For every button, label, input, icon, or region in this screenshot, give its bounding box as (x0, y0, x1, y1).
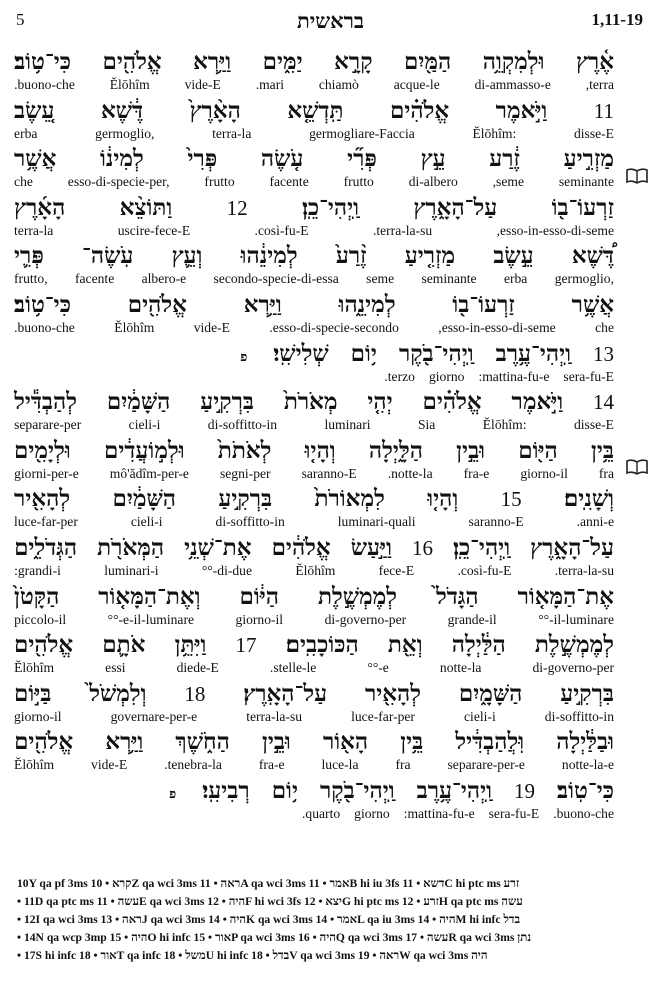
hebrew-word: וְהָי֤וּ (304, 436, 336, 464)
italian-gloss: luce-far-per (351, 708, 415, 724)
hebrew-word: לְהָאִ֖יר (14, 485, 71, 513)
hebrew-word: וַתּוֹצֵ֨א (119, 193, 173, 221)
hebrew-word: וַֽיְהִי־עֶ֥רֶב (416, 776, 493, 804)
italian-gloss: chiamò (318, 77, 359, 92)
open-book-icon[interactable] (625, 168, 649, 184)
hebrew-word: וְשָׁנִֽים׃ (563, 485, 614, 513)
italian-gloss: .quarto (302, 805, 341, 821)
italian-gloss: secondo-specie-di-essa (213, 271, 339, 287)
hebrew-word: הָאָ֜רֶץ (14, 193, 66, 221)
italian-gloss: .esso-di-specie-secondo (269, 319, 399, 335)
hebrew-word: וּבֵ֣ין (261, 728, 291, 756)
footnote-line: • 14N qa wcp 3mp היה • 15O hi infc אור • 15P qa wci 3ms היה • 16Q qa wci 3ms עשה • 17R qa wci 3ms נתן (17, 931, 532, 944)
page-header (0, 6, 661, 34)
italian-gloss-line (14, 709, 614, 727)
italian-gloss: Ělōhîm (109, 77, 150, 92)
hebrew-word: זַרְעוֹ־ב֖וֹ (551, 193, 614, 221)
italian-gloss: luminari-i (104, 562, 159, 578)
footnote-line: 10Y qa pf 3ms קרא • 10Z qa wci 3ms ראה • 11A qa wci 3ms אמר • 11B hi iu 3fs דשא • 11C hi ptc ms זרע (17, 877, 520, 890)
italian-gloss: Ělōhîm (114, 319, 155, 335)
hebrew-word: פְּרִ֞י (347, 145, 377, 173)
hebrew-word: אֱלֹהִ֗ים (390, 96, 450, 124)
italian-gloss-line (14, 466, 614, 484)
hebrew-line (14, 728, 614, 758)
text-line (14, 145, 614, 194)
hebrew-line (14, 388, 614, 418)
hebrew-word: עֹ֤שֶׂה (260, 145, 304, 173)
italian-gloss: notte-la-e (561, 757, 614, 773)
italian-gloss: separare-per-e (447, 757, 525, 773)
italian-gloss: Ělōhîm: (472, 125, 517, 141)
italian-gloss: ,terra (585, 77, 614, 92)
italian-gloss: diede-E (176, 660, 219, 676)
italian-gloss: essi (105, 660, 126, 676)
italian-gloss: disse-E (573, 417, 614, 433)
italian-gloss: frutto (343, 174, 374, 190)
italian-gloss: esso-di-specie-per, (67, 174, 170, 190)
hebrew-word: דֶּ֔שֶׁא (100, 96, 144, 124)
hebrew-word: י֥וֹם (271, 776, 298, 804)
text-line (14, 437, 614, 486)
italian-gloss: .terzo (384, 368, 415, 384)
italian-gloss: erba (14, 125, 38, 141)
hebrew-word: לְהָאִ֖יר (364, 679, 422, 707)
hebrew-word: הַחֹ֑שֶׁךְ (175, 728, 230, 756)
hebrew-word: רְבִיעִֽי׃ (202, 776, 250, 804)
italian-gloss: ,esso-in-esso-di-seme (496, 222, 614, 238)
italian-gloss: di-ammasso-e (474, 77, 551, 92)
verse-number: 11 (593, 98, 614, 123)
italian-gloss: saranno-E (301, 465, 357, 481)
hebrew-word: מַזְרִ֣יעַ (563, 145, 614, 173)
hebrew-word: וּֽלֲהַבְדִּ֔יל (455, 728, 525, 756)
hebrew-word: כִּי־טֽוֹב׃ (557, 776, 614, 804)
hebrew-word: בֵּ֥ין (400, 728, 424, 756)
hebrew-word: בֵּ֥ין (591, 436, 614, 464)
hebrew-word: הַכּוֹכָבִֽים׃ (285, 631, 359, 659)
italian-gloss: .così-fu-E (457, 562, 512, 578)
hebrew-word: וְאֵ֖ת (387, 631, 423, 659)
hebrew-word: זֶ֔רַע (489, 145, 520, 173)
italian-gloss: fece-E (378, 562, 415, 578)
hebrew-word: עֵ֣ץ (420, 145, 446, 173)
hebrew-line (14, 437, 614, 467)
hebrew-word: מַזְרִ֤יעַ (404, 242, 456, 270)
italian-gloss: .buono-che (14, 319, 75, 335)
italian-gloss: fra-e (258, 757, 285, 773)
italian-gloss-line (14, 806, 614, 824)
hebrew-word: בַּיּ֣וֹם (14, 679, 52, 707)
hebrew-word: לְמִינֵ֑הוּ (338, 290, 396, 318)
hebrew-word: וַֽיְהִי־כֵֽן׃ (301, 193, 360, 221)
italian-gloss: che (595, 319, 614, 335)
italian-gloss: vide-E (193, 319, 230, 335)
hebrew-word: וַיֹּ֣אמֶר (495, 96, 548, 124)
italian-gloss: luce-la (321, 757, 359, 773)
hebrew-line (14, 583, 614, 613)
hebrew-word: כִּי־ט֥וֹב׃ (14, 48, 72, 75)
text-line (14, 680, 614, 729)
hebrew-word: וַֽיְהִי־בֹ֖קֶר (398, 339, 474, 367)
italian-gloss: di-soffitto-in (207, 417, 278, 433)
verse-number: 19 (514, 778, 536, 803)
hebrew-line (14, 340, 614, 370)
hebrew-word: הַלַּ֔יְלָה (451, 631, 506, 659)
hebrew-line (14, 145, 614, 175)
italian-gloss: terra-la (14, 222, 54, 238)
italian-gloss: .terra-la-su (372, 222, 433, 238)
hebrew-word: הַלָּ֑יְלָה (368, 436, 423, 464)
verse-number: 18 (184, 681, 206, 706)
text-line (14, 728, 614, 777)
hebrew-word: הַשָּׁמָ֑יִם (458, 679, 523, 707)
italian-gloss-line (14, 320, 614, 338)
italian-gloss: .buono-che (553, 805, 614, 821)
hebrew-word: דֶּ֠שֶׁא (571, 242, 614, 270)
verse-number: 15 (500, 487, 522, 512)
hebrew-word: אֲשֶׁ֥ר (571, 290, 614, 318)
italian-gloss-line (14, 757, 614, 775)
hebrew-word: וַיִּתֵּ֥ן (174, 631, 207, 659)
hebrew-word: וּבַלַּ֔יְלָה (556, 728, 614, 756)
italian-gloss: sera-fu-E (488, 805, 540, 821)
hebrew-word: אֱלֹהִ֔ים (271, 533, 331, 561)
hebrew-word: הַיּ֔וֹם (239, 582, 279, 610)
hebrew-word: אֱלֹהִ֖ים (14, 728, 74, 756)
italian-gloss: giorno (354, 805, 390, 821)
italian-gloss: fra (395, 757, 411, 773)
italian-gloss: terra-la (212, 125, 252, 141)
italian-gloss: notte-la (439, 660, 482, 676)
italian-gloss: di-soffitto-in (215, 514, 285, 530)
hebrew-word: עַל־הָאָֽרֶץ׃ (243, 679, 328, 707)
verse-number: 17 (235, 633, 257, 658)
verse-number: 12 (226, 195, 248, 220)
text-line (14, 534, 614, 583)
hebrew-word: וּלְמִקְוֵ֥ה (482, 48, 545, 75)
italian-gloss: governare-per-e (110, 708, 198, 724)
italian-gloss: che (14, 174, 33, 190)
hebrew-word: כִּי־ט֥וֹב׃ (14, 290, 71, 318)
grammatical-footnotes (17, 875, 637, 965)
hebrew-word: פְּרִי֙ (187, 145, 218, 173)
verse-reference: 1,11-19 (591, 10, 643, 29)
hebrew-word: וּלְמ֣וֹעֲדִ֔ים (103, 436, 185, 464)
italian-gloss: terra-la-su (246, 708, 303, 724)
hebrew-word: וַֽיְהִי־כֵֽן׃ (453, 533, 511, 561)
italian-gloss: acque-le (393, 77, 440, 92)
italian-gloss: germoglio, (554, 271, 614, 287)
hebrew-word: הַקָּטֹן֙ (14, 582, 60, 610)
hebrew-word: אֱלֹהִ֖ים (102, 48, 162, 75)
italian-gloss: frutto, (14, 271, 48, 287)
hebrew-word: יַמִּ֑ים (262, 48, 303, 75)
italian-gloss: :mattina-fu-e (478, 368, 550, 384)
hebrew-word: וּבֵ֣ין (456, 436, 486, 464)
italian-gloss: germoglio, (95, 125, 155, 141)
italian-gloss: ,seme (492, 174, 524, 190)
italian-gloss: giorni-per-e (14, 465, 79, 481)
hebrew-word: אֹתָ֛ם (102, 631, 146, 659)
hebrew-word: פְּרִ֛י (14, 242, 44, 270)
verse-number: 16 (411, 535, 433, 560)
text-line (14, 97, 614, 146)
italian-gloss: seme (366, 271, 395, 287)
text-line (14, 48, 614, 97)
italian-gloss: luminari-quali (337, 514, 416, 530)
italian-gloss: °°-e-il-luminare (107, 611, 195, 627)
hebrew-line (14, 97, 614, 127)
hebrew-word: וַיַּ֣עַשׂ (350, 533, 392, 561)
footnote-line: • 17S hi infc אור • 18T qa infc משל • 18U hi infc בדל • 18V qa wci 3ms ראה • 19W qa wci 3ms היה (17, 949, 488, 962)
hebrew-word: הָא֖וֹר (322, 728, 369, 756)
italian-gloss: disse-E (573, 125, 614, 141)
hebrew-word: הַיּ֖וֹם (518, 436, 558, 464)
hebrew-word: וַיַּ֥רְא (105, 728, 144, 756)
italian-gloss: di-albero (408, 174, 458, 190)
italian-gloss: di-soffitto-in (544, 708, 614, 724)
italian-gloss: seminante (421, 271, 477, 287)
italian-gloss: separare-per (14, 417, 82, 433)
hebrew-word: בִּרְקִ֣יעַ (218, 485, 273, 513)
italian-gloss: giorno-il (235, 611, 284, 627)
hebrew-word: הַשָּׁמַ֔יִם (112, 485, 176, 513)
text-line (14, 242, 614, 291)
italian-gloss: .buono-che (14, 77, 75, 92)
italian-gloss: vide-E (184, 77, 221, 92)
hebrew-word: הָאָ֨רֶץ֙ (189, 96, 241, 124)
italian-gloss: Sia (417, 417, 436, 433)
petucha-marker: פ (169, 786, 177, 802)
open-book-icon[interactable] (625, 459, 649, 475)
hebrew-line (14, 291, 614, 321)
hebrew-word: וְאֶת־הַמָּא֤וֹר (98, 582, 201, 610)
hebrew-word: אֱלֹהִ֖ים (14, 631, 74, 659)
italian-gloss: .anni-e (576, 514, 614, 530)
italian-gloss-line (14, 417, 614, 435)
italian-gloss: cieli-i (464, 708, 496, 724)
italian-gloss: °°-di-due (201, 562, 253, 578)
hebrew-word: וְלִמְשֹׁל֙ (89, 679, 147, 707)
hebrew-line (14, 485, 614, 515)
italian-gloss: uscire-fece-E (117, 222, 191, 238)
italian-gloss: cieli-i (128, 417, 161, 433)
italian-gloss: frutto (204, 174, 235, 190)
italian-gloss: germogliare-Faccia (309, 125, 415, 141)
italian-gloss-line (14, 174, 614, 192)
text-line (14, 777, 614, 826)
italian-gloss: .notte-la (387, 465, 433, 481)
italian-gloss: giorno (428, 368, 465, 384)
hebrew-word: לְמִינֵ֔הוּ (240, 242, 298, 270)
interlinear-text (14, 48, 614, 826)
italian-gloss: luminari (324, 417, 371, 433)
italian-gloss: :grandi-i (14, 562, 61, 578)
footnote-line: • 12I qa wci 3ms ראה • 13J qa wci 3ms היה • 14K qa wci 3ms אמר • 14L qa iu 3ms היה • 14M hi infc בדל (17, 913, 521, 926)
verse-number: 13 (593, 341, 614, 366)
hebrew-word: בִּרְקִ֣יעַ (560, 679, 614, 707)
italian-gloss: ,esso-in-esso-di-seme (438, 319, 556, 335)
italian-gloss: .mari (255, 77, 284, 92)
italian-gloss: Ělōhîm (295, 562, 336, 578)
hebrew-word: וַיַּ֥רְא (193, 48, 232, 75)
italian-gloss-line (14, 126, 614, 144)
hebrew-word: וַֽיְהִי־בֹ֖קֶר (319, 776, 395, 804)
text-line (14, 485, 614, 534)
text-line (14, 631, 614, 680)
italian-gloss-line (14, 514, 614, 532)
italian-gloss: Ělōhîm (14, 660, 55, 676)
italian-gloss: .tenebra-la (164, 757, 222, 773)
hebrew-word: עֵ֣שֶׂב (493, 242, 534, 270)
italian-gloss: piccolo-il (14, 611, 67, 627)
italian-gloss: albero-e (141, 271, 187, 287)
italian-gloss-line (14, 271, 614, 289)
italian-gloss: luce-far-per (14, 514, 78, 530)
italian-gloss: segni-per (219, 465, 271, 481)
italian-gloss-line (14, 563, 614, 581)
italian-gloss: giorno-il (14, 708, 62, 724)
italian-gloss: facente (75, 271, 115, 287)
hebrew-word: אֶת־שְׁנֵ֥י (184, 533, 252, 561)
hebrew-word: תַּֽדְשֵׁ֤א (287, 96, 344, 124)
page-number: 5 (16, 10, 25, 29)
italian-gloss: Ělōhîm (14, 757, 55, 773)
hebrew-word: וְהָי֤וּ (427, 485, 459, 513)
hebrew-line (14, 194, 614, 224)
italian-gloss: .stelle-le (269, 660, 317, 676)
hebrew-word: אֱלֹהִ֗ים (422, 388, 482, 416)
hebrew-line (14, 534, 614, 564)
hebrew-word: וַֽיְהִי־עֶ֥רֶב (495, 339, 571, 367)
italian-gloss: °°-e (367, 660, 389, 676)
hebrew-line (14, 242, 614, 272)
italian-gloss: facente (269, 174, 309, 190)
italian-gloss-line (14, 223, 614, 241)
hebrew-word: הַגְּדֹלִ֑ים (14, 533, 78, 561)
hebrew-line (14, 48, 614, 78)
hebrew-word: הַשָּׁמַ֔יִם (106, 388, 171, 416)
hebrew-word: אֲשֶׁ֥ר (14, 145, 57, 173)
verse-number: 14 (593, 390, 614, 415)
italian-gloss-line (14, 77, 614, 95)
italian-gloss: .così-fu-E (254, 222, 309, 238)
italian-gloss: :mattina-fu-e (403, 805, 475, 821)
hebrew-word: לְמֶמְשֶׁ֣לֶת (317, 582, 398, 610)
petucha-marker: פ (240, 349, 248, 365)
italian-gloss: saranno-E (468, 514, 524, 530)
hebrew-word: וּלְיָמִ֖ים (14, 436, 71, 464)
hebrew-line (14, 680, 614, 710)
hebrew-word: הַגָּדֹל֙ (435, 582, 479, 610)
hebrew-word: מְאֹרֹת֙ (283, 388, 338, 416)
hebrew-word: לְמֶמְשֶׁ֣לֶת (534, 631, 614, 659)
hebrew-word: עֵ֚שֶׂב (14, 96, 55, 124)
hebrew-word: זֶ֨רַע֙ (335, 242, 367, 270)
italian-gloss-line (14, 369, 614, 387)
hebrew-word: וְעֵ֛ץ (171, 242, 203, 270)
hebrew-word: וַיַּ֥רְא (243, 290, 282, 318)
hebrew-line (14, 631, 614, 661)
hebrew-word: י֥וֹם (350, 339, 377, 367)
footnote-line: • 11D qa ptc ms עשה • 11E qa wci 3ms היה • 12F hi wci 3fs יצא • 12G hi ptc ms זרע • 12H qa ptc ms עשה (17, 895, 523, 908)
italian-gloss: mô'ădîm-per-e (109, 465, 189, 481)
italian-gloss-line (14, 612, 614, 630)
hebrew-line (14, 777, 614, 807)
italian-gloss: .terra-la-su (554, 562, 614, 578)
text-line (14, 388, 614, 437)
text-line (14, 194, 614, 243)
italian-gloss: sera-fu-E (563, 368, 614, 384)
italian-gloss: di-governo-per (532, 660, 614, 676)
hebrew-word: יְהִ֤י (367, 388, 393, 416)
italian-gloss: °°-il-luminare (538, 611, 614, 627)
hebrew-word: לְמִינ֔וֹ (100, 145, 144, 173)
hebrew-word: עַל־הָאָ֑רֶץ (530, 533, 614, 561)
hebrew-word: אֶת־הַמָּא֤וֹר (517, 582, 614, 610)
italian-gloss: giorno-il (520, 465, 568, 481)
hebrew-word: אֱלֹהִ֖ים (127, 290, 187, 318)
hebrew-word: עַל־הָאָ֑רֶץ (413, 193, 498, 221)
italian-gloss: seminante (558, 174, 614, 190)
italian-gloss: grande-il (447, 611, 497, 627)
book-title: בראשית (296, 8, 365, 33)
text-line (14, 583, 614, 632)
italian-gloss: cieli-i (130, 514, 163, 530)
text-line (14, 291, 614, 340)
hebrew-word: בִּרְקִ֣יעַ (200, 388, 254, 416)
hebrew-word: הַמְּאֹרֹ֖ת (97, 533, 165, 561)
hebrew-word: שְׁלִישִֽׁי׃ (273, 339, 329, 367)
italian-gloss-line (14, 660, 614, 678)
hebrew-word: לְהַבְדִּ֕יל (14, 388, 78, 416)
italian-gloss: Ělōhîm: (482, 417, 527, 433)
italian-gloss: fra-e (463, 465, 490, 481)
hebrew-word: וַיֹּ֣אמֶר (511, 388, 564, 416)
hebrew-word: עֹֽשֶׂה־ (82, 242, 134, 270)
hebrew-word: זַרְעוֹ־ב֖וֹ (452, 290, 515, 318)
italian-gloss: fra (598, 465, 614, 481)
italian-gloss: vide-E (91, 757, 128, 773)
hebrew-word: אֶ֫רֶץ (575, 48, 614, 75)
hebrew-word: קָרָ֣א (334, 48, 373, 75)
hebrew-word: הַמַּ֖יִם (404, 48, 452, 75)
hebrew-word: לְאֹתֹת֙ (217, 436, 272, 464)
hebrew-word: לִמְאוֹרֹת֙ (314, 485, 385, 513)
italian-gloss: di-governo-per (324, 611, 407, 627)
italian-gloss: erba (503, 271, 528, 287)
text-line (14, 340, 614, 389)
